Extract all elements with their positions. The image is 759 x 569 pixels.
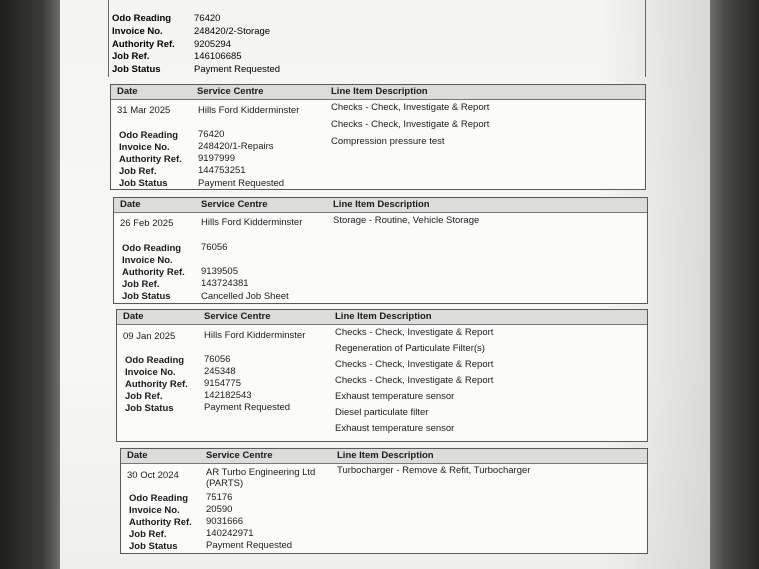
col-date-header: Date	[117, 86, 138, 97]
value-odo: 76056	[201, 242, 228, 253]
record-centre: Hills Ford Kidderminster	[204, 330, 306, 341]
label-odo: Odo Reading	[119, 130, 179, 141]
value-job-ref: 144753251	[198, 165, 246, 176]
col-date-header: Date	[127, 450, 148, 461]
record-desc: Turbocharger - Remove & Refit, Turbocharger	[337, 465, 531, 476]
record-desc: Checks - Check, Investigate & Report	[335, 327, 494, 338]
col-date-header: Date	[123, 311, 144, 322]
record-desc: Compression pressure test	[331, 136, 445, 147]
value-authority: 9031666	[206, 516, 243, 527]
label-invoice: Invoice No.	[129, 505, 180, 516]
service-record	[120, 448, 648, 554]
label-authority: Authority Ref.	[122, 267, 185, 278]
record-desc: Exhaust temperature sensor	[335, 391, 455, 402]
record-header	[111, 85, 645, 100]
value-job-status: Payment Requested	[194, 64, 281, 75]
value-invoice: 20590	[206, 504, 233, 515]
value-authority: 9154775	[204, 378, 241, 389]
label-authority: Authority Ref.	[129, 517, 192, 528]
record-desc: Checks - Check, Investigate & Report	[335, 359, 494, 370]
value-job-status: Cancelled Job Sheet	[201, 291, 289, 302]
label-job-ref: Job Ref.	[129, 529, 167, 540]
value-invoice: 248420/2-Storage	[194, 26, 271, 37]
label-invoice: Invoice No.	[119, 142, 170, 153]
col-date-header: Date	[120, 199, 141, 210]
record-centre: AR Turbo Engineering Ltd	[206, 467, 316, 478]
record-header	[114, 198, 647, 213]
label-invoice: Invoice No.	[122, 255, 173, 266]
record-centre: Hills Ford Kidderminster	[198, 105, 300, 116]
label-job-status: Job Status	[129, 541, 178, 552]
label-authority: Authority Ref.	[119, 154, 182, 165]
record-desc: Checks - Check, Investigate & Report	[335, 375, 494, 386]
record-header	[121, 449, 647, 464]
record-desc: Checks - Check, Investigate & Report	[331, 119, 490, 130]
value-authority: 9205294	[194, 39, 231, 50]
col-centre-header: Service Centre	[206, 450, 273, 461]
label-odo: Odo Reading	[129, 493, 189, 504]
label-odo: Odo Reading	[125, 355, 185, 366]
value-invoice: 248420/1-Repairs	[198, 141, 274, 152]
label-job-ref: Job Ref.	[119, 166, 157, 177]
service-record	[113, 197, 648, 304]
value-job-ref: 146106685	[194, 51, 242, 62]
col-centre-header: Service Centre	[204, 311, 271, 322]
service-record	[116, 309, 648, 442]
col-desc-header: Line Item Description	[333, 199, 430, 210]
record-date: 26 Feb 2025	[120, 218, 174, 229]
col-centre-header: Service Centre	[197, 86, 264, 97]
value-job-ref: 140242971	[206, 528, 254, 539]
label-authority: Authority Ref.	[112, 39, 175, 50]
label-invoice: Invoice No.	[112, 26, 163, 37]
label-job-status: Job Status	[122, 291, 171, 302]
label-job-ref: Job Ref.	[125, 391, 163, 402]
record-desc: Storage - Routine, Vehicle Storage	[333, 215, 480, 226]
value-authority: 9197999	[198, 153, 235, 164]
value-odo: 76420	[198, 129, 225, 140]
record-centre-line2: (PARTS)	[206, 478, 244, 489]
label-job-status: Job Status	[119, 178, 168, 189]
col-centre-header: Service Centre	[201, 199, 268, 210]
label-job-status: Job Status	[112, 64, 161, 75]
label-invoice: Invoice No.	[125, 367, 176, 378]
label-job-ref: Job Ref.	[122, 279, 160, 290]
value-job-ref: 143724381	[201, 278, 249, 289]
record-desc: Checks - Check, Investigate & Report	[331, 102, 490, 113]
record-header	[117, 310, 647, 325]
record-date: 30 Oct 2024	[127, 470, 179, 481]
label-authority: Authority Ref.	[125, 379, 188, 390]
service-record	[110, 84, 646, 190]
value-job-status: Payment Requested	[206, 540, 293, 551]
label-odo: Odo Reading	[112, 13, 172, 24]
record-centre: Hills Ford Kidderminster	[201, 217, 303, 228]
record-desc: Regeneration of Particulate Filter(s)	[335, 343, 485, 354]
value-job-ref: 142182543	[204, 390, 252, 401]
value-job-status: Payment Requested	[198, 178, 285, 189]
record-desc: Exhaust temperature sensor	[335, 423, 455, 434]
label-job-status: Job Status	[125, 403, 174, 414]
value-odo: 76056	[204, 354, 231, 365]
value-authority: 9139505	[201, 266, 238, 277]
record-date: 31 Mar 2025	[117, 105, 171, 116]
value-odo: 76420	[194, 13, 221, 24]
value-odo: 75176	[206, 492, 233, 503]
col-desc-header: Line Item Description	[335, 311, 432, 322]
record-desc: Diesel particulate filter	[335, 407, 429, 418]
value-invoice: 245348	[204, 366, 236, 377]
col-desc-header: Line Item Description	[337, 450, 434, 461]
col-desc-header: Line Item Description	[331, 86, 428, 97]
background-left	[0, 0, 62, 569]
label-odo: Odo Reading	[122, 243, 182, 254]
value-job-status: Payment Requested	[204, 402, 291, 413]
record-date: 09 Jan 2025	[123, 331, 176, 342]
label-job-ref: Job Ref.	[112, 51, 150, 62]
